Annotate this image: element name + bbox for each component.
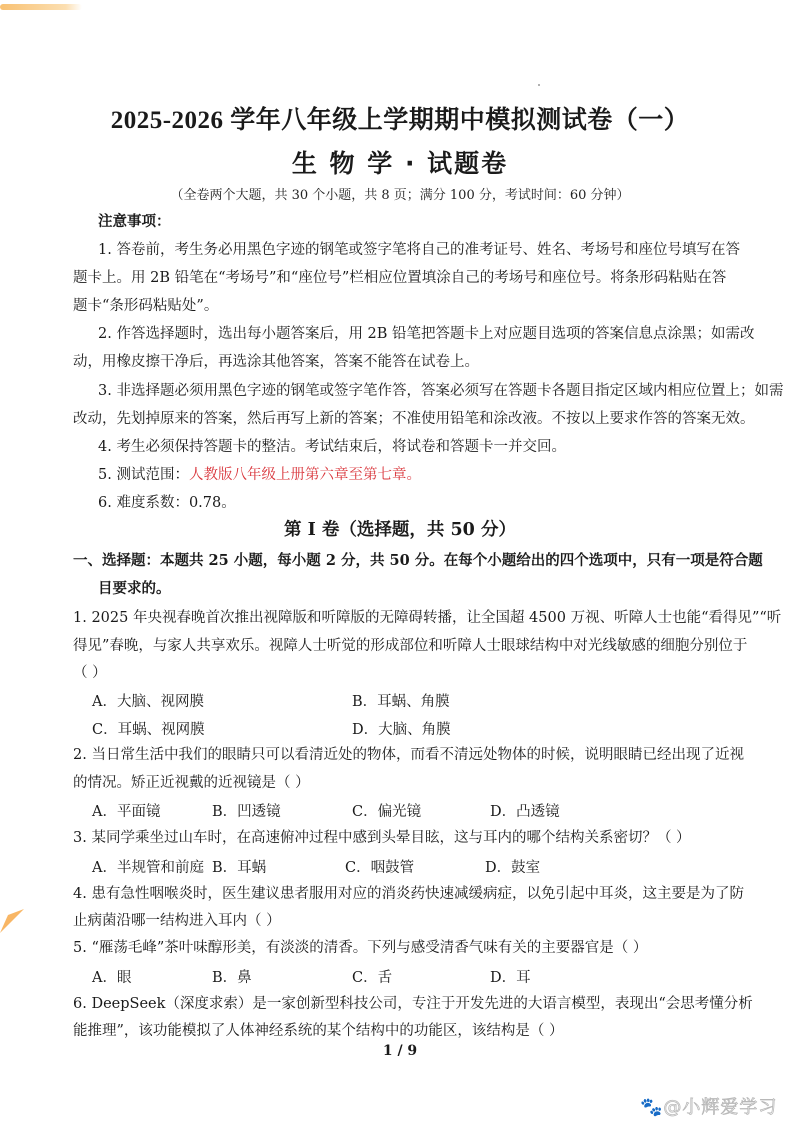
test-scope-highlight: 人教版八年级上册第六章至第七章。 bbox=[188, 467, 421, 483]
question-3-option-a: A．半规管和前庭 bbox=[92, 860, 204, 876]
question-2-stem-line2: 的情况。矫正近视戴的近视镜是（ ） bbox=[73, 775, 310, 791]
scan-speck bbox=[538, 84, 540, 86]
note-3-line2: 改动，先划掉原来的答案，然后再写上新的答案；不准使用铅笔和涂改液。不按以上要求作答的答案无效。 bbox=[73, 411, 755, 427]
highlighter-stroke-decoration bbox=[0, 4, 82, 10]
exam-info: （全卷两个大题，共 30 个小题，共 8 页；满分 100 分，考试时间：60 分钟） bbox=[170, 188, 630, 203]
notes-heading: 注意事项： bbox=[98, 213, 171, 230]
note-1-line1: 1. 答卷前，考生务必用黑色字迹的钢笔或签字笔将自己的准考证号、姓名、考场号和座位号填写在答 bbox=[98, 242, 740, 258]
note-1-line3: 题卡“条形码粘贴处”。 bbox=[73, 298, 219, 314]
note-5 bbox=[98, 465, 758, 485]
question-1-stem-line3: （ ） bbox=[73, 665, 107, 681]
question-1-option-d: D．大脑、角膜 bbox=[352, 722, 451, 738]
exam-title: 2025-2026 学年八年级上学期期中模拟测试卷（一） bbox=[110, 107, 690, 134]
note-5-prefix: 5. 测试范围： bbox=[98, 467, 189, 483]
note-3-line1: 3. 非选择题必须用黑色字迹的钢笔或签字笔作答，答案必须写在答题卡各题目指定区域内相应位置上；如需 bbox=[98, 383, 784, 399]
question-1-option-c: C．耳蜗、视网膜 bbox=[92, 722, 205, 738]
section-instruction-line1: 一、选择题：本题共 25 小题，每小题 2 分，共 50 分。在每个小题给出的四个选项中，只有一项是符合题 bbox=[73, 552, 763, 569]
page-number: 1 / 9 bbox=[382, 1043, 418, 1059]
question-1-stem-line1: 1. 2025 年央视春晚首次推出视障版和听障版的无障碍转播，让全国超 4500 万视、听障人士也能“看得见”“听 bbox=[73, 610, 782, 626]
question-3-stem: 3. 某同学乘坐过山车时，在高速俯冲过程中感到头晕目眩，这与耳内的哪个结构关系密切？（ ） bbox=[73, 830, 691, 846]
question-2-stem-line1: 2. 当日常生活中我们的眼睛只可以看清近处的物体，而看不清远处物体的时候，说明眼睛已经出现了近视 bbox=[73, 747, 744, 763]
note-1-line2: 题卡上。用 2B 铅笔在“考场号”和“座位号”栏相应位置填涂自己的考场号和座位号。将条形码粘贴在答 bbox=[73, 270, 727, 286]
exam-subtitle: 生 物 学 · 试题卷 bbox=[291, 149, 509, 178]
question-6-stem-line1: 6. DeepSeek（深度求索）是一家创新型科技公司，专注于开发先进的大语言模型，表现出“会思考懂分析 bbox=[73, 996, 753, 1012]
section-title: 第 I 卷（选择题，共 50 分） bbox=[284, 520, 516, 540]
question-5-option-b: B．鼻 bbox=[212, 970, 252, 986]
question-4-stem-line1: 4. 患有急性咽喉炎时，医生建议患者服用对应的消炎药快速减缓病症，以免引起中耳炎，这主要是为了防 bbox=[73, 886, 744, 902]
question-1-option-b: B．耳蜗、角膜 bbox=[352, 694, 450, 710]
question-2-option-a: A．平面镜 bbox=[92, 804, 161, 820]
question-3-option-d: D．鼓室 bbox=[485, 860, 541, 876]
question-5-stem: 5. “雁荡毛峰”茶叶味醇形美，有淡淡的清香。下列与感受清香气味有关的主要器官是（ ） bbox=[73, 940, 648, 956]
question-2-option-c: C．偏光镜 bbox=[352, 804, 422, 820]
highlighter-arrow-decoration bbox=[0, 905, 28, 935]
section-instruction-line2: 目要求的。 bbox=[98, 580, 171, 597]
question-5-option-d: D．耳 bbox=[490, 970, 531, 986]
question-3-option-b: B．耳蜗 bbox=[212, 860, 267, 876]
question-4-stem-line2: 止病菌沿哪一结构进入耳内（ ） bbox=[73, 913, 281, 929]
note-2-line1: 2. 作答选择题时，选出每小题答案后，用 2B 铅笔把答题卡上对应题目选项的答案信息点涂黑；如需改 bbox=[98, 326, 755, 342]
question-5-option-c: C．舌 bbox=[352, 970, 393, 986]
note-2-line2: 动，用橡皮擦干净后，再选涂其他答案，答案不能答在试卷上。 bbox=[73, 354, 479, 370]
question-5-option-a: A．眼 bbox=[92, 970, 132, 986]
question-3-option-c: C．咽鼓管 bbox=[345, 860, 415, 876]
note-6: 6. 难度系数：0.78。 bbox=[98, 495, 236, 511]
question-1-option-a: A．大脑、视网膜 bbox=[92, 694, 204, 710]
question-1-stem-line2: 得见”春晚，与家人共享欢乐。视障人士听觉的形成部位和听障人士眼球结构中对光线敏感的细胞分别位于 bbox=[73, 638, 748, 654]
question-2-option-d: D．凸透镜 bbox=[490, 804, 560, 820]
question-6-stem-line2: 能推理”，该功能模拟了人体神经系统的某个结构中的功能区，该结构是（ ） bbox=[73, 1023, 564, 1039]
note-4: 4. 考生必须保持答题卡的整洁。考试结束后，将试卷和答题卡一并交回。 bbox=[98, 439, 566, 455]
watermark: 🐾@小辉爱学习 bbox=[640, 1097, 778, 1118]
question-2-option-b: B．凹透镜 bbox=[212, 804, 281, 820]
